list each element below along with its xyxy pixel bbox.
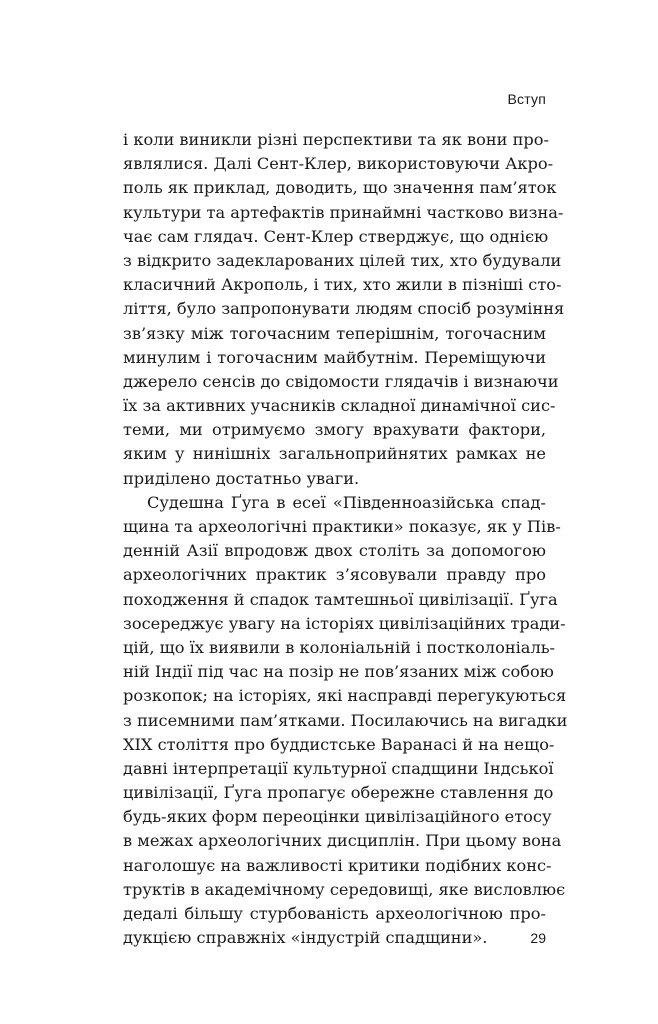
text-line: яким у нинішніх загальноприйнятих рамках не [123,444,546,464]
text-line: являлися. Далі Сент-Клер, використовуючи Акро- [123,154,554,174]
text-line: археологічних практик з’ясовували правду про [123,565,546,585]
text-line: дедалі більшу стурбованість археологічною про- [123,904,546,923]
text-line: з відкрито задекларованих цілей тих, хто будували [123,250,562,270]
text-line: будь-яких форм переоцінки цивілізаційного етосу [123,807,552,827]
text-line: дукцією справжніх «індустрій спадщини». [123,928,488,948]
page-number: 29 [530,930,546,946]
text-line: класичний Акрополь, і тих, хто жили в пізніші сто- [123,275,562,295]
text-line: цивілізації, Ґуга пропагує обережне ставлення до [123,783,554,803]
text-line: ліття, було запропонувати людям спосіб розуміння [123,299,565,319]
text-line: поль як приклад, доводить, що значення пам’яток [123,178,557,198]
text-line: наголошує на важливості критики подібних конс- [123,855,552,875]
running-header: Вступ [507,91,546,107]
text-line: зв’язку між тогочасним теперішнім, тогочасним [123,323,546,343]
paragraph [123,491,568,951]
text-line: теми, ми отримуємо змогу врахувати фактори, [123,420,546,440]
text-line: з писемними пам’ятками. Посилаючись на вигадки [123,710,568,730]
text-line: давні інтерпретації культурної спадщини Індської [123,758,554,778]
text-line: щина та археологічні практики» показує, як у Пів- [123,517,561,536]
text-line: приділено достатньо уваги. [123,468,360,488]
text-line: минулим і тогочасним майбутнім. Переміщуючи [123,347,546,367]
text-line: і коли виникли різні перспективи та як вони про- [123,130,549,149]
text-line: джерело сенсів до свідомости глядачів і визнаючи [123,371,559,391]
text-line: Судешна Ґуга в есеї «Південноазійська спад- [147,492,546,512]
text-line: ній Індії під час на позір не пов’язаних між собою [123,662,554,682]
text-line: їх за активних учасників складної динамічної сис- [123,396,556,416]
text-line: XIX століття про буддистське Варанасі й на нещо- [123,734,555,754]
text-line: зосереджує увагу на історіях цивілізаційних тради- [123,613,566,633]
text-line: чає сам глядач. Сент-Клер стверджує, що однією [123,226,549,246]
body-text [123,128,568,950]
paragraph [123,128,565,491]
text-line: культури та артефактів принаймні частково визна- [123,202,564,222]
text-line: труктів в академічному середовищі, яке висловлює [123,879,566,899]
text-line: розкопок; на історіях, які насправді перегукуються [123,686,567,706]
text-line: денній Азії впродовж двох століть за допомогою [123,541,546,561]
text-line: в межах археологічних дисциплін. При цьому вона [123,831,562,851]
text-line: походження й спадок тамтешньої цивілізації. Ґуга [123,589,558,609]
text-line: цій, що їх виявили в колоніальній і постколоніаль- [123,637,556,657]
